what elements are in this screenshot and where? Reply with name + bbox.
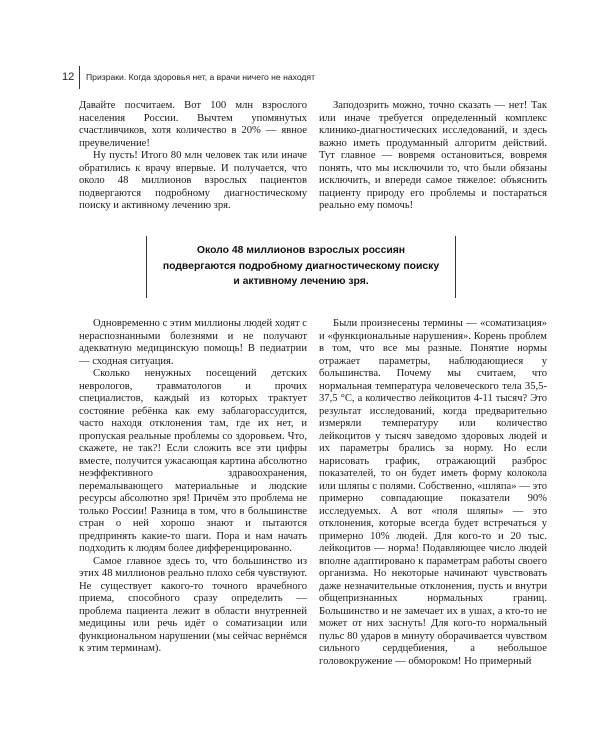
paragraph: Одновременно с этим миллионы людей ходят с нераспознанными болезнями и не получают адекватную медицинскую помощь! В педиатрии — сходная ситуация. (79, 318, 307, 367)
paragraph: Были произнесены термины — «соматизация» и «функциональные нарушения». Корень проблем в том, что все мы разные. Понятие нормы отражает параметры, наблюдающиеся у большинства. Почему мы считаем, что нормальная температура человеческого тела 35,5-37,5 °С, а количество лейкоцитов 4-11 тысяч? Это результат исследований, когда предварительно измеряли температуру или количество лейкоцитов у тысяч заведомо здоровых людей и их параметры брались за норму. Но если нарисовать график, отражающий разброс показателей, то он будет иметь форму колокола или шляпы с полями. Собственно, «шляпа» — это примерно совпадающие показатели 90% исследуемых. А вот «поля шляпы» — это отклонения, которые всегда будет встречаться у примерно 10% людей. Для кого-то и 20 тыс. лейкоцитов — норма! Подавляющее число людей вполне адаптировано к параметрам работы своего организма. Но некоторые начинают чувствовать даже незначительные отклонения, пусть и внутри общепризнанных нормальных границ. Большинство и не замечает их в ушах, а кто-то не может от них заснуть! Для кого-то нормальный пульс 80 ударов в минуту оборачивается чувством сильного сердцебиения, а небольшое головокружение — обмороком! Но примерный (319, 318, 547, 667)
pullquote-line: Около 48 миллионов взрослых россиян (196, 245, 406, 256)
pullquote-line: и активному лечению зря. (233, 276, 369, 287)
column-bottom-right (319, 318, 547, 668)
pullquote-line: подвергаются подробному диагностическому поиску (162, 260, 440, 272)
paragraph: Давайте посчитаем. Вот 100 млн взрослого населения России. Вычтем упомянутых счастливчиков, хотя количество в 20% — явное преувеличение! (79, 100, 307, 149)
paragraph: Ну пусть! Итого 80 млн человек так или иначе обратились к врачу впервые. И получается, что около 48 миллионов взрослых пациентов подвергаются подробному диагностическому поиску и активному лечению зря. (79, 150, 307, 211)
column-bottom-left (79, 318, 307, 656)
pullquote (160, 243, 442, 290)
running-head: Призраки. Когда здоровья нет, а врачи ничего не находят (86, 72, 316, 82)
column-top-right (319, 100, 547, 213)
paragraph: Самое главное здесь то, что большинство из этих 48 миллионов реально плохо себя чувствуют. Не существует какого-то точного врачебного приема, способного сразу определить — проблема пациента лежит в области внутренней медицины или речь идёт о соматизации или функциональном нарушении (мы сейчас вернёмся к этим терминам). (79, 555, 307, 654)
paragraph: Сколько ненужных посещений детских неврологов, травматологов и прочих специалистов, каждый из которых трактует состояние ребёнка как ему заблагорассудится, часто находя отклонения там, где их нет, и пропуская реальные проблемы со здоровьем. Что, скажете, не так?! Если сложить все эти цифры вместе, получится ужасающая картина абсолютно неэффективного здравоохранения, перемалывающего материальные и людские ресурсы абсолютно зря! Причём это проблема не только России! Разница в том, что в большинстве стран о ней хорошо знают и пытаются предпринять какие-то шаги. Пора и нам начать подходить к людям более дифференцированно. (79, 368, 307, 554)
paragraph: Заподозрить можно, точно сказать — нет! Так или иначе требуется определенный комплекс клинико-диагностических исследований, и здесь важно иметь продуманный алгоритм действий. Тут главное — вовремя остановиться, вовремя понять, что мы исключили то, что были обязаны исключить, и впереди самое тяжелое: объяснить пациенту природу его проблемы и постараться реально ему помочь! (319, 100, 547, 211)
column-top-left (79, 100, 307, 213)
header-divider (79, 66, 80, 89)
page-number: 12 (62, 71, 75, 83)
